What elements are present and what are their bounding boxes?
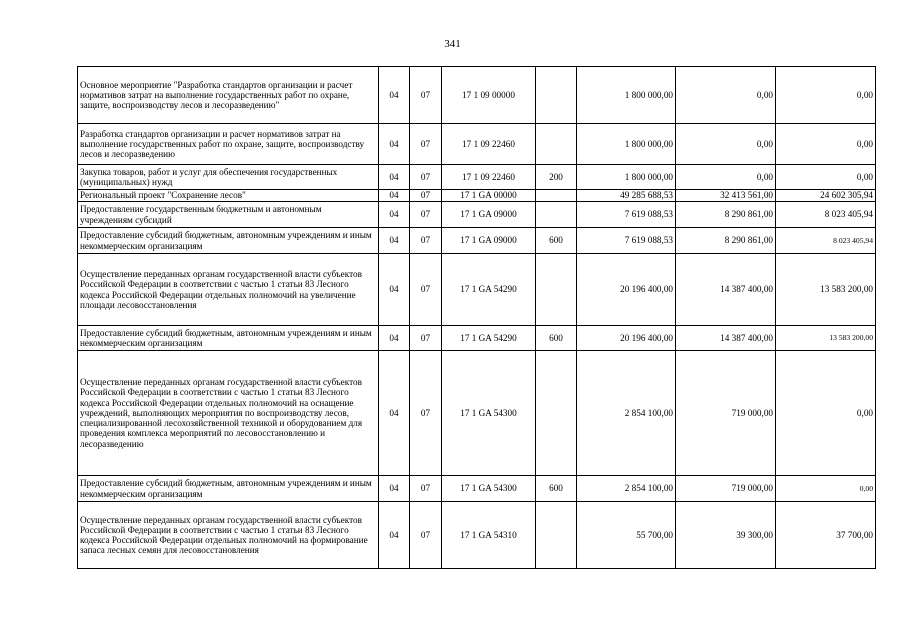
cell-section: 04 — [379, 165, 410, 190]
cell-amount-year3: 13 583 200,00 — [776, 254, 876, 326]
cell-subsection: 07 — [410, 502, 442, 569]
cell-expense-type: 200 — [536, 165, 577, 190]
cell-expense-type: 600 — [536, 228, 577, 254]
cell-subsection: 07 — [410, 326, 442, 351]
cell-expense-type — [536, 502, 577, 569]
cell-amount-text: 8 023 405,94 — [833, 235, 873, 245]
cell-amount-year2: 32 413 561,00 — [676, 190, 776, 202]
cell-subsection: 07 — [410, 165, 442, 190]
table-row — [78, 228, 876, 254]
cell-amount-year2: 14 387 400,00 — [676, 254, 776, 326]
cell-target-article: 17 1 GA 09000 — [442, 228, 536, 254]
cell-amount-year1: 20 196 400,00 — [577, 254, 676, 326]
cell-name: Предоставление субсидий бюджетным, автономным учреждениям и иным некоммерческим организациям — [78, 326, 379, 351]
cell-target-article: 17 1 GA 54290 — [442, 326, 536, 351]
cell-amount-year1: 1 800 000,00 — [577, 67, 676, 124]
cell-amount-year1: 49 285 688,53 — [577, 190, 676, 202]
cell-amount-year2: 14 387 400,00 — [676, 326, 776, 351]
cell-section: 04 — [379, 326, 410, 351]
cell-amount-year3: 37 700,00 — [776, 502, 876, 569]
cell-amount-year2: 0,00 — [676, 165, 776, 190]
table-row — [78, 326, 876, 351]
cell-expense-type: 600 — [536, 326, 577, 351]
cell-amount-year3: 0,00 — [776, 124, 876, 165]
cell-section: 04 — [379, 502, 410, 569]
table-row — [78, 202, 876, 228]
table-row — [78, 67, 876, 124]
cell-section: 04 — [379, 124, 410, 165]
cell-name: Осуществление переданных органам государственной власти субъектов Российской Федерации в соответствии с частью 1 статьи 83 Лесного кодекса Российской Федерации отдельных полномочий на увеличение площади лесовосстановления — [78, 254, 379, 326]
cell-amount-year2: 8 290 861,00 — [676, 228, 776, 254]
cell-subsection: 07 — [410, 67, 442, 124]
cell-section: 04 — [379, 476, 410, 502]
cell-expense-type — [536, 254, 577, 326]
table-row — [78, 351, 876, 476]
cell-subsection: 07 — [410, 476, 442, 502]
cell-name: Осуществление переданных органам государственной власти субъектов Российской Федерации в соответствии с частью 1 статьи 83 Лесного кодекса Российской Федерации отдельных полномочий на оснащение учреждений, выполняющих мероприятия по воспроизводству лесов, специализированной лесохозяйственной техникой и оборудованием для проведения комплекса мероприятий по лесовосстановлению и лесоразведению — [78, 351, 379, 476]
cell-name: Предоставление государственным бюджетным и автономным учреждениям субсидий — [78, 202, 379, 228]
cell-amount-year3: 24 602 305,94 — [776, 190, 876, 202]
cell-amount-year1: 7 619 088,53 — [577, 228, 676, 254]
cell-name: Региональный проект "Сохранение лесов" — [78, 190, 379, 202]
cell-amount-year2: 39 300,00 — [676, 502, 776, 569]
table-row — [78, 254, 876, 326]
cell-amount-year1: 7 619 088,53 — [577, 202, 676, 228]
cell-amount-year2: 719 000,00 — [676, 351, 776, 476]
cell-amount-year1: 1 800 000,00 — [577, 124, 676, 165]
cell-section: 04 — [379, 228, 410, 254]
table-row — [78, 190, 876, 202]
cell-amount-year2: 0,00 — [676, 124, 776, 165]
page-number: 341 — [444, 38, 461, 50]
cell-target-article: 17 1 09 22460 — [442, 165, 536, 190]
cell-amount-year3 — [776, 228, 876, 254]
cell-subsection: 07 — [410, 190, 442, 202]
cell-amount-year1: 20 196 400,00 — [577, 326, 676, 351]
cell-amount-year1: 2 854 100,00 — [577, 476, 676, 502]
cell-amount-year1: 2 854 100,00 — [577, 351, 676, 476]
cell-subsection: 07 — [410, 351, 442, 476]
cell-target-article: 17 1 GA 09000 — [442, 202, 536, 228]
cell-name: Предоставление субсидий бюджетным, автономным учреждениям и иным некоммерческим организациям — [78, 476, 379, 502]
cell-section: 04 — [379, 254, 410, 326]
cell-amount-text: 0,00 — [859, 483, 873, 493]
cell-subsection: 07 — [410, 228, 442, 254]
cell-expense-type — [536, 202, 577, 228]
cell-target-article: 17 1 09 22460 — [442, 124, 536, 165]
cell-name: Закупка товаров, работ и услуг для обеспечения государственных (муниципальных) нужд — [78, 165, 379, 190]
cell-amount-year3: 0,00 — [776, 67, 876, 124]
cell-section: 04 — [379, 67, 410, 124]
cell-target-article: 17 1 GA 54300 — [442, 476, 536, 502]
cell-target-article: 17 1 GA 54290 — [442, 254, 536, 326]
cell-amount-year3: 8 023 405,94 — [776, 202, 876, 228]
cell-name: Разработка стандартов организации и расчет нормативов затрат на выполнение государственных работ по охране, защите, воспроизводству лесов и лесоразведению — [78, 124, 379, 165]
cell-amount-year2: 0,00 — [676, 67, 776, 124]
cell-amount-year3 — [776, 326, 876, 351]
cell-amount-year3 — [776, 476, 876, 502]
cell-name: Основное мероприятие "Разработка стандартов организации и расчет нормативов затрат на выполнение государственных работ по охране, защите, воспроизводству лесов и лесоразведению" — [78, 67, 379, 124]
table-row — [78, 476, 876, 502]
cell-expense-type: 600 — [536, 476, 577, 502]
cell-section: 04 — [379, 351, 410, 476]
cell-amount-year2: 719 000,00 — [676, 476, 776, 502]
cell-name: Осуществление переданных органам государственной власти субъектов Российской Федерации в соответствии с частью 1 статьи 83 Лесного кодекса Российской Федерации отдельных полномочий на формирование запаса лесных семян для лесовосстановления — [78, 502, 379, 569]
cell-name: Предоставление субсидий бюджетным, автономным учреждениям и иным некоммерческим организациям — [78, 228, 379, 254]
cell-amount-year3: 0,00 — [776, 165, 876, 190]
cell-section: 04 — [379, 190, 410, 202]
budget-table — [77, 66, 876, 569]
cell-subsection: 07 — [410, 254, 442, 326]
table-row — [78, 502, 876, 569]
cell-subsection: 07 — [410, 124, 442, 165]
cell-subsection: 07 — [410, 202, 442, 228]
cell-amount-year3: 0,00 — [776, 351, 876, 476]
table-row — [78, 124, 876, 165]
cell-amount-year2: 8 290 861,00 — [676, 202, 776, 228]
cell-target-article: 17 1 GA 00000 — [442, 190, 536, 202]
cell-expense-type — [536, 124, 577, 165]
cell-amount-year1: 1 800 000,00 — [577, 165, 676, 190]
cell-amount-text: 13 583 200,00 — [829, 333, 873, 343]
cell-target-article: 17 1 GA 54310 — [442, 502, 536, 569]
cell-target-article: 17 1 GA 54300 — [442, 351, 536, 476]
table-row — [78, 165, 876, 190]
cell-amount-year1: 55 700,00 — [577, 502, 676, 569]
cell-expense-type — [536, 351, 577, 476]
cell-expense-type — [536, 190, 577, 202]
cell-section: 04 — [379, 202, 410, 228]
cell-expense-type — [536, 67, 577, 124]
cell-target-article: 17 1 09 00000 — [442, 67, 536, 124]
